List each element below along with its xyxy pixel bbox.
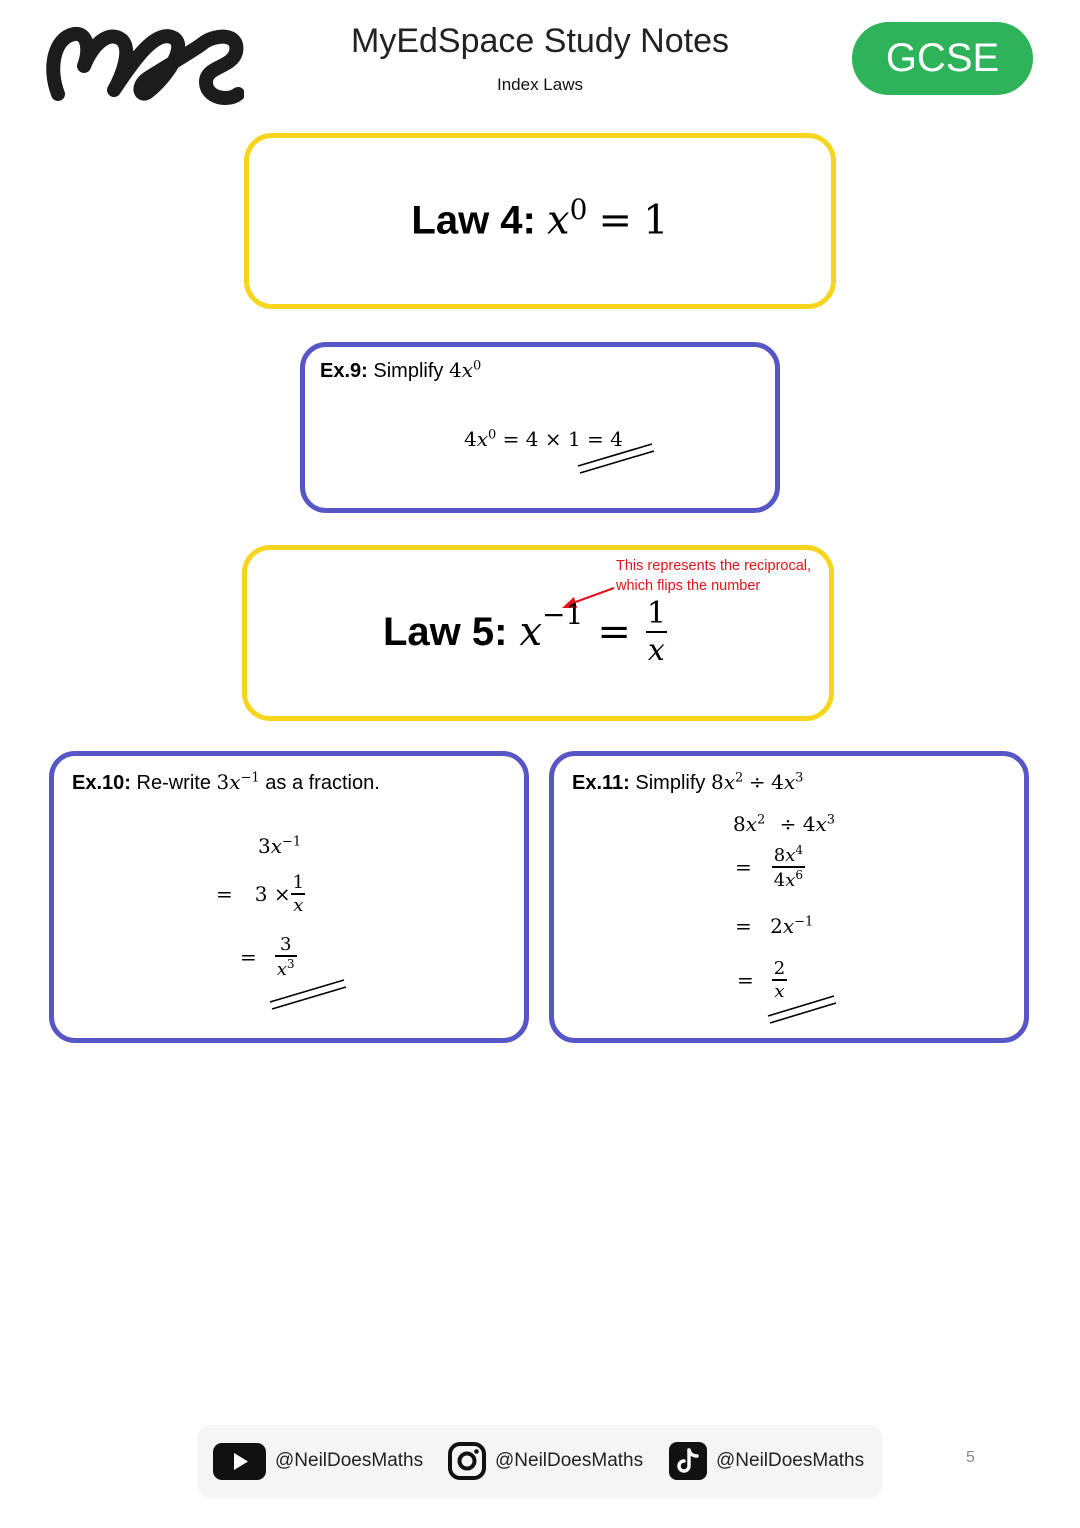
ex11-prompt-a-base: x: [723, 770, 735, 794]
ex10-prompt-coef: 3: [216, 770, 230, 794]
ex10-step1: [258, 834, 301, 858]
ex11-step3-base: x: [782, 914, 795, 938]
ex10-step2-eq: =: [216, 882, 233, 906]
ex10-step1-exp: −1: [282, 834, 302, 850]
ex11-prompt-b-exp: 3: [795, 770, 804, 786]
youtube-icon[interactable]: [213, 1443, 266, 1480]
ex11-prompt: [572, 770, 803, 795]
law5-statement: [383, 596, 668, 668]
tiktok-icon[interactable]: [669, 1442, 707, 1480]
page-title: MyEdSpace Study Notes: [351, 22, 729, 60]
ex11-step2-den-base: x: [785, 870, 796, 891]
ex11-step3-eq: =: [735, 914, 752, 938]
ex11-step4-den: x: [774, 981, 785, 1002]
ex11-step2-eq: =: [735, 855, 752, 879]
law5-label: Law 5:: [383, 609, 508, 654]
ex10-answer-underline: [266, 976, 350, 1014]
ex11-step2-den-exp: 6: [795, 868, 804, 882]
law4-lhs-base: x: [547, 197, 570, 244]
ex11-label: Ex.11:: [572, 772, 630, 794]
law4-statement: [244, 193, 836, 243]
ex10-step3-fraction: [275, 934, 297, 980]
ex11-step1-b-coef: 4: [802, 812, 816, 836]
ex9-label: Ex.9:: [320, 360, 368, 382]
ex11-prompt-text: Simplify: [635, 772, 706, 794]
law5-lhs-base: x: [519, 609, 543, 655]
ex11-step3-coef: 2: [770, 914, 783, 938]
ex10-step2-pre: 3 ×: [254, 882, 291, 906]
ex11-step4-num: 2: [773, 958, 786, 979]
ex10-prompt-post: as a fraction.: [265, 772, 380, 794]
ex11-prompt-a-exp: 2: [734, 770, 744, 786]
ex10-prompt-base: x: [229, 770, 241, 794]
ex10-step3-eq: =: [240, 945, 257, 969]
tiktok-handle[interactable]: @NeilDoesMaths: [716, 1450, 865, 1471]
ex11-step1-a-base: x: [745, 812, 758, 836]
ex9-work-base: x: [476, 427, 489, 451]
ex10-step2-fraction: [291, 872, 306, 916]
gcse-badge: GCSE: [852, 22, 1033, 95]
ex10-prompt-exp: −1: [240, 770, 260, 786]
law4-equals: =: [598, 197, 633, 244]
law5-rhs-den: x: [647, 633, 665, 668]
law5-rhs-num: 1: [646, 596, 666, 631]
instagram-handle[interactable]: @NeilDoesMaths: [495, 1450, 644, 1471]
law5-lhs-exp: −1: [542, 597, 584, 631]
ex10-step1-base: x: [270, 834, 283, 858]
law4-rhs: 1: [643, 197, 669, 244]
ex11-answer-underline: [764, 992, 840, 1026]
ex10-prompt: [72, 770, 380, 795]
law4-label: Law 4:: [411, 198, 536, 243]
law5-annotation: [616, 556, 811, 596]
ex10-step3-den-exp: 3: [286, 957, 295, 971]
ex11-step2: [735, 843, 805, 891]
ex11-prompt-op: ÷: [748, 770, 766, 794]
ex9-work-coef: 4: [464, 427, 477, 451]
ex11-step4-eq: =: [737, 968, 754, 992]
ex11-prompt-a-coef: 8: [710, 770, 724, 794]
ex9-answer-underline: [574, 440, 658, 478]
ex11-step3-exp: −1: [794, 914, 814, 930]
page-number: 5: [966, 1449, 975, 1466]
ex10-step3-den-base: x: [276, 959, 287, 980]
ex11-step1: [733, 812, 835, 836]
ex9-prompt-exp: 0: [472, 358, 482, 374]
ex11-step1-b-base: x: [815, 812, 827, 836]
ex11-step2-num-coef: 8: [773, 845, 786, 866]
law5-equals: =: [597, 609, 631, 655]
page-subtitle: Index Laws: [497, 75, 583, 94]
ex11-step2-den-coef: 4: [773, 870, 786, 891]
ex11-step1-op: ÷: [779, 812, 797, 836]
law4-lhs-exp: 0: [569, 193, 588, 226]
ex10-step2-den: x: [293, 895, 304, 916]
ex11-step3: [735, 914, 813, 938]
ex11-step2-num-base: x: [785, 845, 796, 866]
ex9-prompt-base: x: [461, 358, 473, 382]
ex11-step1-a-exp: 2: [757, 812, 766, 828]
ex10-prompt-pre: Re-write: [136, 772, 211, 794]
ex10-step1-coef: 3: [258, 834, 271, 858]
ex11-step2-num-exp: 4: [795, 843, 804, 857]
instagram-icon[interactable]: [448, 1442, 486, 1480]
law5-rhs-fraction: [645, 596, 668, 668]
ex9-work-exp: 0: [488, 427, 497, 443]
ex9-prompt-text: Simplify: [373, 360, 444, 382]
ex10-label: Ex.10:: [72, 772, 131, 794]
ex9-work-rest: = 4 × 1 = 4: [496, 427, 623, 451]
ex11-step1-b-exp: 3: [826, 812, 836, 828]
ex9-prompt-coef: 4: [448, 358, 462, 382]
ex10-step3: [240, 934, 297, 980]
ex11-prompt-b-coef: 4: [771, 770, 784, 794]
law5-annotation-line1: This represents the reciprocal,: [616, 558, 812, 574]
ex10-step2-num: 1: [292, 872, 305, 893]
ex11-prompt-b-base: x: [783, 770, 796, 794]
ex11-step2-fraction: [772, 843, 805, 891]
ex10-step2: [216, 872, 306, 916]
ex10-step3-num: 3: [279, 934, 292, 955]
law5-annotation-line2: which flips the number: [616, 578, 761, 594]
ex9-prompt: [320, 358, 481, 383]
youtube-handle[interactable]: @NeilDoesMaths: [275, 1450, 424, 1471]
ex11-step1-a-coef: 8: [733, 812, 746, 836]
